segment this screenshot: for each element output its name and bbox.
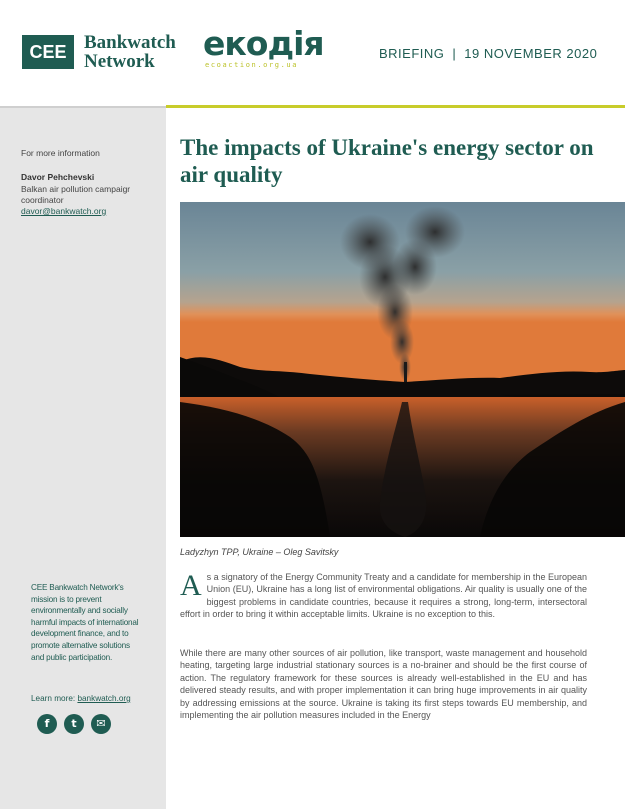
contact-email-link[interactable]: davor@bankwatch.org (21, 206, 107, 216)
paragraph-1-text: s a signatory of the Energy Community Treaty and a candidate for membership in the European Union (EU), Ukraine has a long list of environmental obligations. Air quality is usually one of the biggest problems in candidate countries, because it requires a strong, long-term, intersectoral effort in order to bring it within acceptable limits. Ukraine is no exception to this. (180, 572, 587, 620)
sunset-river-illustration (180, 202, 625, 537)
twitter-icon[interactable]: t (64, 714, 84, 734)
doc-type: BRIEFING (379, 46, 445, 61)
facebook-icon[interactable]: f (37, 714, 57, 734)
paragraph-2: While there are many other sources of air pollution, like transport, waste management and household heating, targeting large industrial stationary sources is a no-brainer and should be the first course of action. The regulatory framework for these sources is already well-established in the EU and has delivered steady results, and with proper implementation it can bring huge improvements in air quality by addressing emissions at the source. Ukraine is taking its first steps towards EU membership, and implementing the air pollution measures included in the Energy (180, 648, 587, 721)
cee-logo-box: CEE (22, 35, 74, 69)
bankwatch-logo-text (84, 33, 176, 71)
more-info-label: For more information (21, 148, 100, 158)
doc-date: 19 NOVEMBER 2020 (464, 46, 598, 61)
email-icon[interactable]: ✉ (91, 714, 111, 734)
briefing-date (379, 46, 597, 61)
drop-cap: A (180, 569, 202, 602)
ekodia-logo: екодія (203, 24, 324, 63)
page-title: The impacts of Ukraine's energy sector on air quality (180, 135, 594, 187)
mission-statement: CEE Bankwatch Network's mission is to prevent environmentally and socially harmful impacts of international development finance, and to promote alternative solutions and public participation. (31, 583, 139, 662)
sidebar (0, 108, 166, 809)
ekodia-url: ecoaction.org.ua (205, 61, 299, 69)
contact-role: Balkan air pollution campaigr coordinator (21, 184, 131, 205)
bankwatch-line2: Network (84, 51, 155, 72)
header-rule-lime (166, 105, 625, 108)
page-header (0, 0, 625, 106)
photo-caption: Ladyzhyn TPP, Ukraine – Oleg Savitsky (180, 547, 339, 557)
bankwatch-link[interactable]: bankwatch.org (77, 694, 131, 703)
bankwatch-line1: Bankwatch (84, 32, 176, 53)
learn-more-label: Learn more: (31, 694, 76, 703)
learn-more (31, 694, 131, 703)
contact-name: Davor Pehchevski (21, 172, 95, 182)
header-separator: | (452, 46, 457, 61)
paragraph-1 (180, 571, 587, 621)
power-plant-photo (180, 202, 625, 537)
